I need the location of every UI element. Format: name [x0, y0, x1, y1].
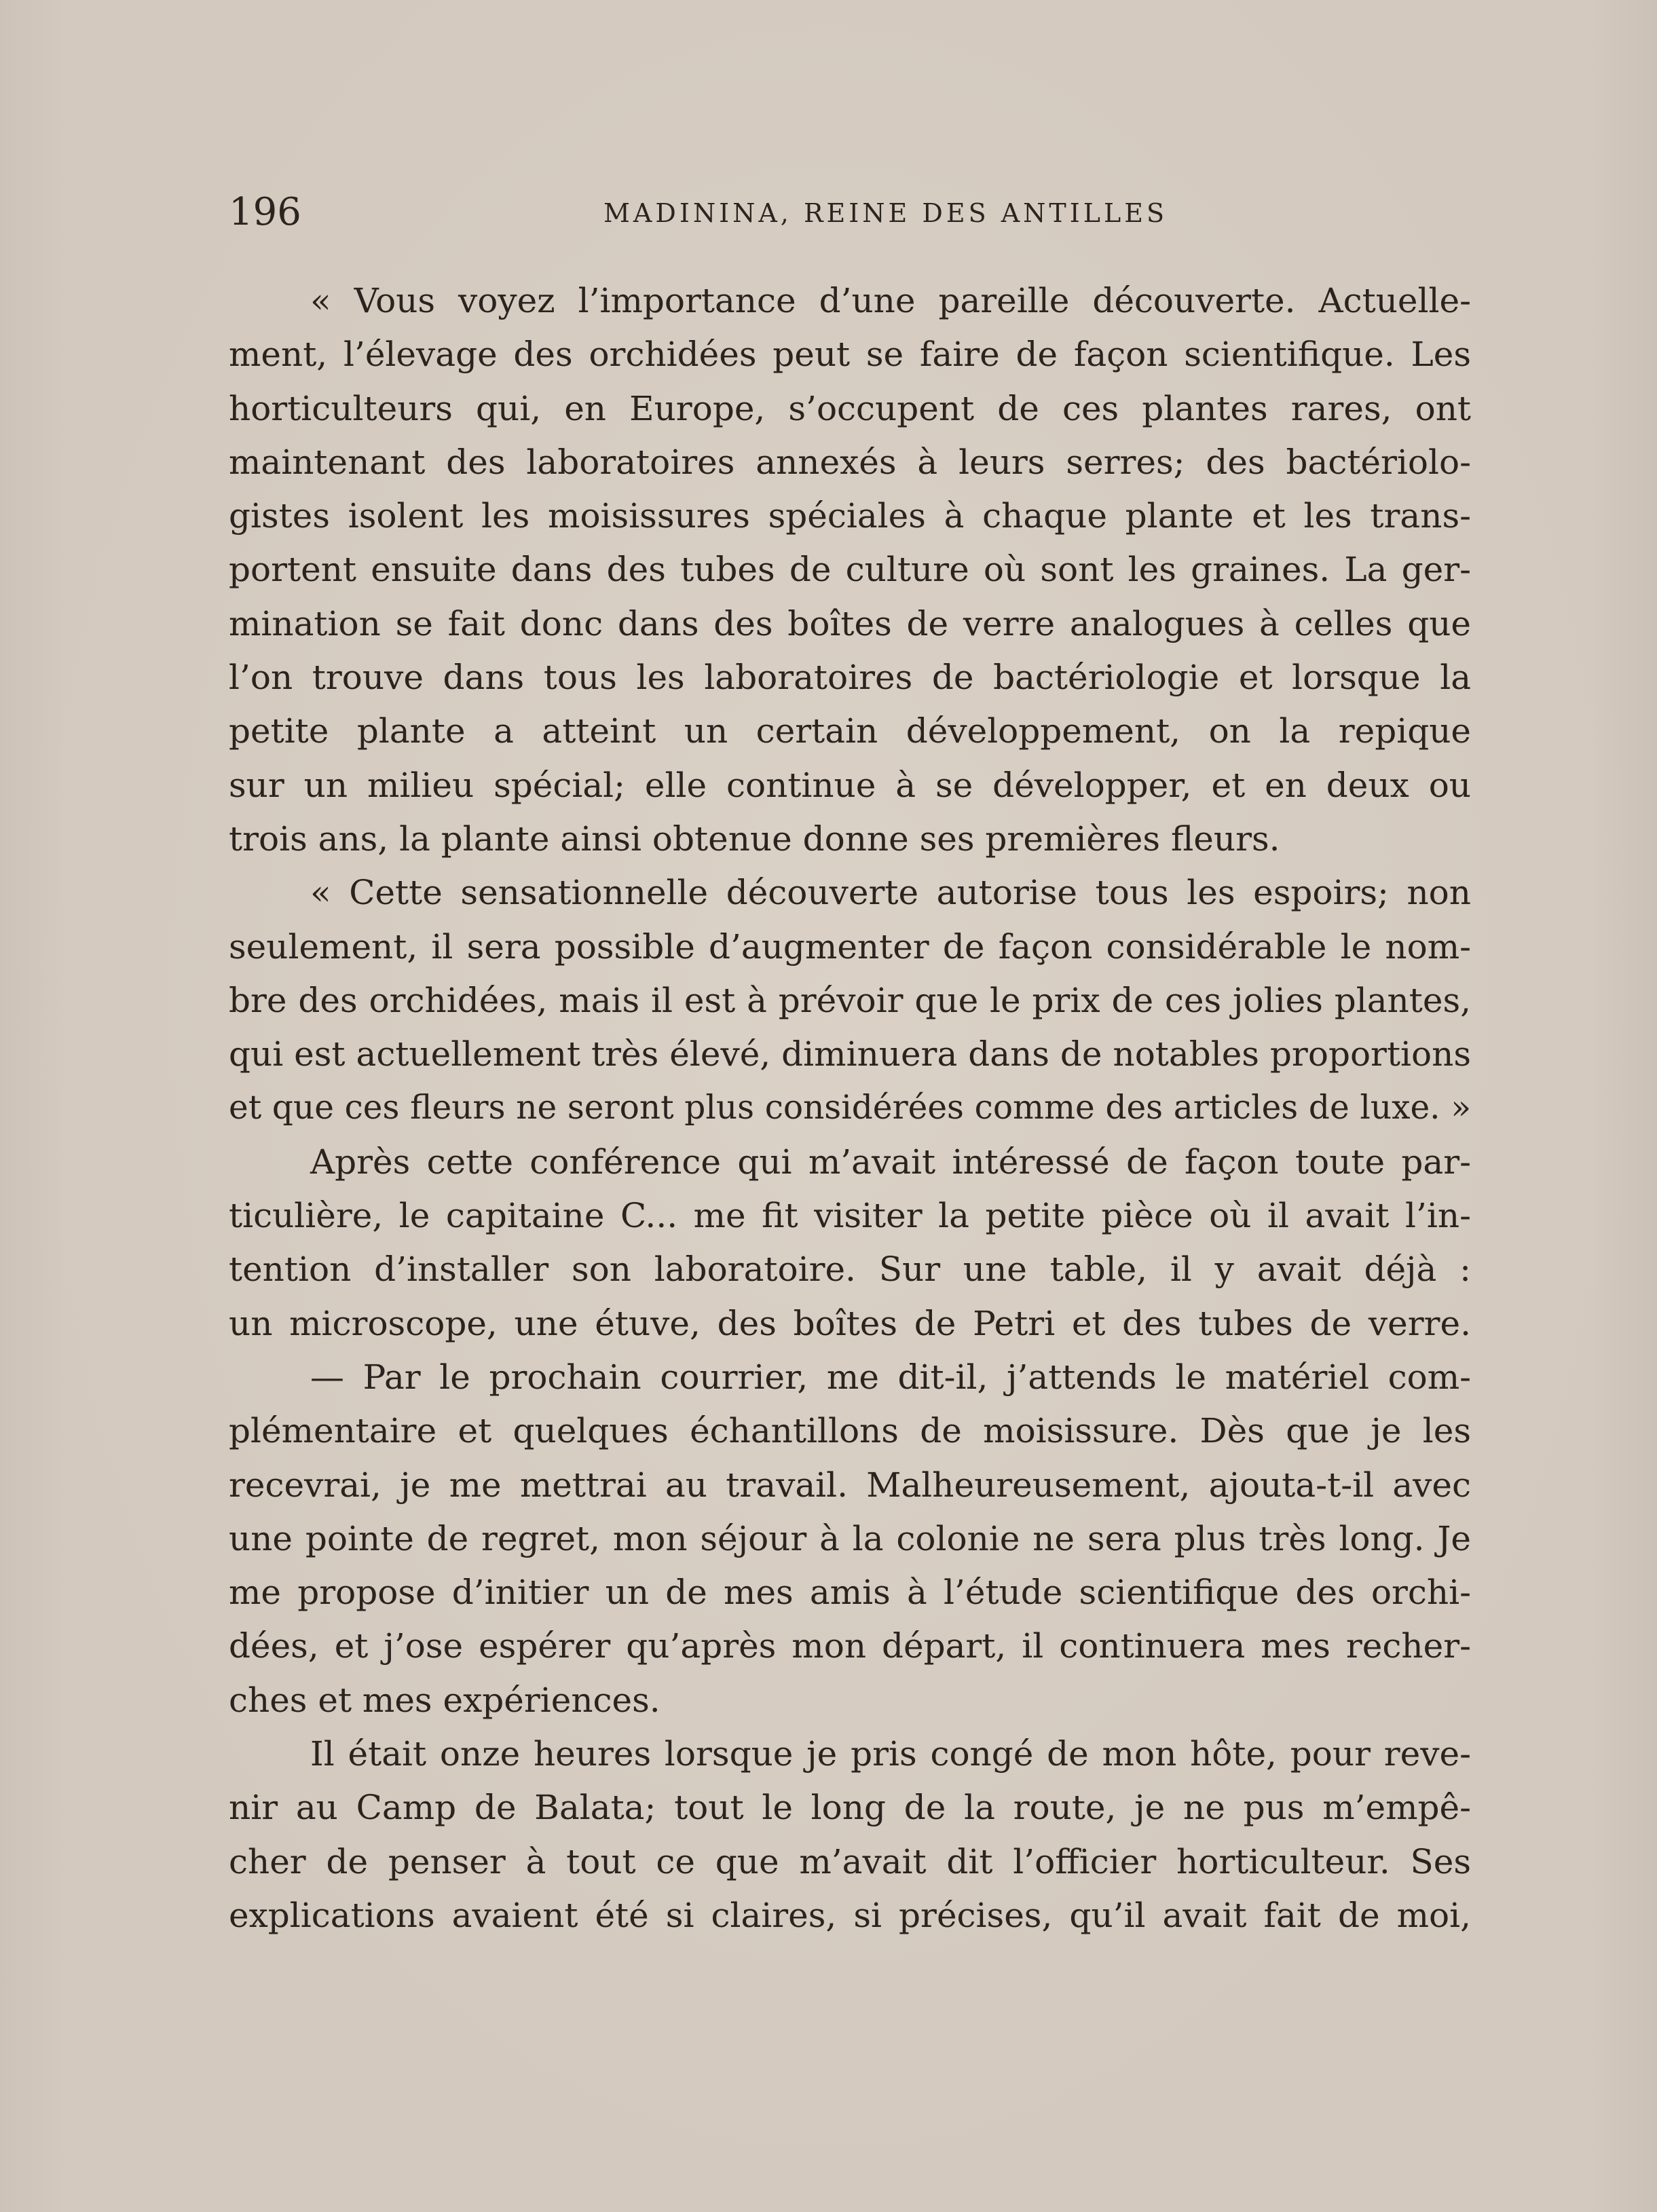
text-line: dées, et j’ose espérer qu’après mon départ, il continuera mes recher- [229, 1626, 1471, 1666]
text-line: sur un milieu spécial; elle continue à se développer, et en deux ou [229, 765, 1471, 805]
text-line: horticulteurs qui, en Europe, s’occupent de ces plantes rares, ont [229, 388, 1471, 428]
text-line: cher de penser à tout ce que m’avait dit l’officier horticulteur. Ses [229, 1841, 1471, 1881]
text-line: trois ans, la plante ainsi obtenue donne ses premières fleurs. [229, 819, 1280, 859]
text-line: bre des orchidées, mais il est à prévoir que le prix de ces jolies plantes, [229, 980, 1471, 1020]
text-line: une pointe de regret, mon séjour à la colonie ne sera plus très long. Je [229, 1518, 1471, 1558]
text-line: explications avaient été si claires, si précises, qu’il avait fait de moi, [229, 1895, 1471, 1935]
text-line: ticulière, le capitaine C... me fit visiter la petite pièce où il avait l’in- [229, 1196, 1471, 1236]
text-line: qui est actuellement très élevé, diminuera dans de notables proportions [229, 1034, 1471, 1074]
text-line: — Par le prochain courrier, me dit-il, j’attends le matériel com- [310, 1357, 1471, 1397]
text-line: tention d’installer son laboratoire. Sur une table, il y avait déjà : [229, 1250, 1471, 1290]
text-line: me propose d’initier un de mes amis à l’étude scientifique des orchi- [229, 1573, 1471, 1613]
body-text [229, 274, 1471, 1943]
text-line: « Cette sensationnelle découverte autorise tous les espoirs; non [310, 873, 1471, 913]
text-line: Il était onze heures lorsque je pris congé de mon hôte, pour reve- [310, 1734, 1471, 1774]
text-line: et que ces fleurs ne seront plus considérées comme des articles de luxe. » [229, 1089, 1471, 1127]
text-line: l’on trouve dans tous les laboratoires de bactériologie et lorsque la [229, 658, 1471, 698]
page-number: 196 [229, 190, 301, 234]
text-line: ment, l’élevage des orchidées peut se faire de façon scientifique. Les [229, 335, 1471, 375]
page-header [229, 189, 1468, 236]
text-line: maintenant des laboratoires annexés à leurs serres; des bactériolo- [229, 442, 1471, 482]
text-line: recevrai, je me mettrai au travail. Malheureusement, ajouta-t-il avec [229, 1465, 1471, 1505]
text-line: Après cette conférence qui m’avait intéressé de façon toute par- [310, 1142, 1471, 1182]
text-line: « Vous voyez l’importance d’une pareille découverte. Actuelle- [310, 281, 1471, 320]
text-line: ches et mes expériences. [229, 1680, 660, 1720]
text-line: nir au Camp de Balata; tout le long de la route, je ne pus m’empê- [229, 1788, 1471, 1828]
text-line: gistes isolent les moisissures spéciales à chaque plante et les trans- [229, 496, 1471, 536]
text-line: mination se fait donc dans des boîtes de verre analogues à celles que [229, 603, 1471, 643]
text-line: un microscope, une étuve, des boîtes de Petri et des tubes de verre. [229, 1303, 1471, 1343]
text-line: petite plante a atteint un certain développement, on la repique [229, 711, 1471, 751]
text-line: seulement, il sera possible d’augmenter de façon considérable le nom- [229, 926, 1471, 967]
text-line: portent ensuite dans des tubes de culture où sont les graines. La ger- [229, 550, 1471, 590]
running-title: MADININA, REINE DES ANTILLES [603, 198, 1168, 228]
text-line: plémentaire et quelques échantillons de moisissure. Dès que je les [229, 1411, 1471, 1451]
